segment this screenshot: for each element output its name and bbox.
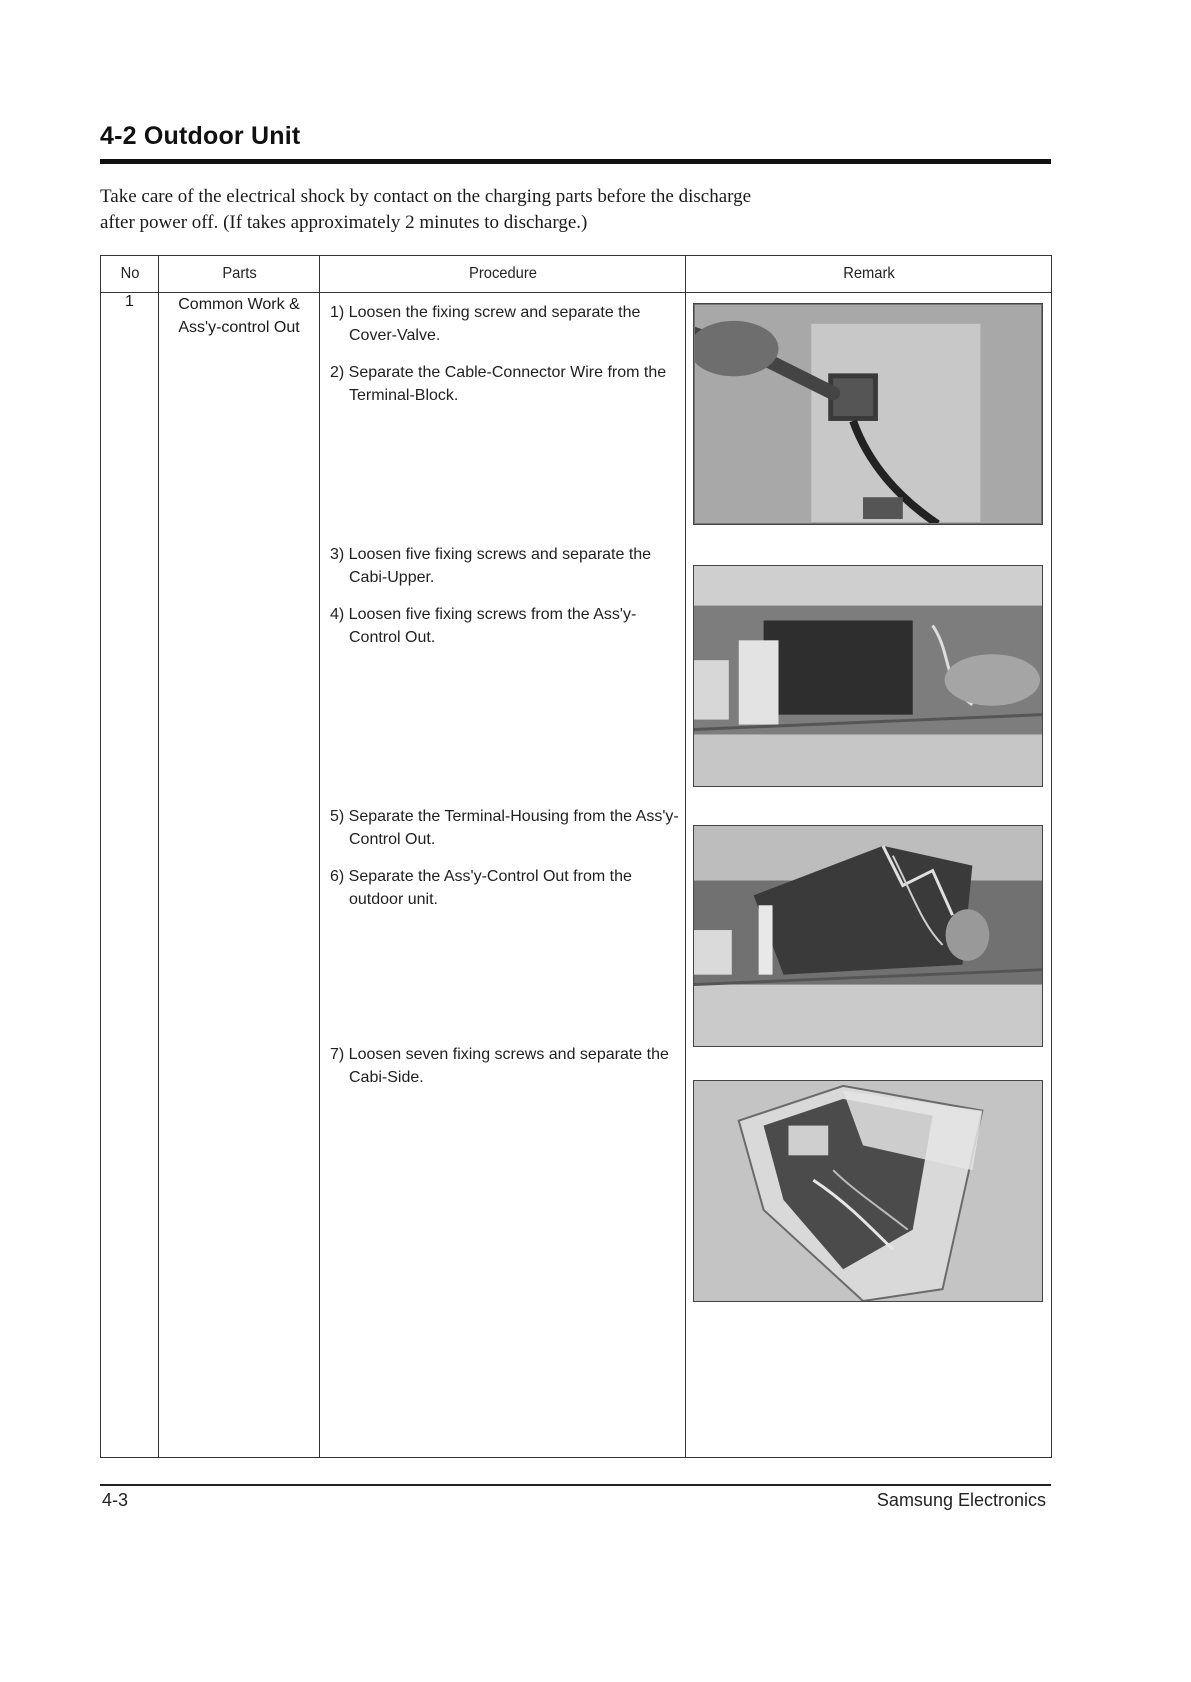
- step-7: 7) Loosen seven fixing screws and separate the Cabi-Side.: [330, 1046, 669, 1086]
- header-remark: Remark: [700, 256, 1037, 293]
- intro-line-1: Take care of the electrical shock by contact on the charging parts before the discharge: [100, 186, 752, 207]
- parts-cell: [159, 293, 320, 1458]
- title-rule: [100, 159, 1051, 164]
- parts-line-1: Common Work &: [178, 296, 300, 313]
- intro-line-2: after power off. (If takes approximately 2 minutes to discharge.): [100, 212, 588, 233]
- photo-cover-valve: [693, 303, 1043, 525]
- step-group-1: [330, 301, 680, 421]
- procedure-cell: [320, 293, 686, 1458]
- company-name: Samsung Electronics: [876, 1490, 1046, 1510]
- table-row: [101, 293, 1052, 1458]
- procedure-table: [100, 255, 1052, 1458]
- step-2: 2) Separate the Cable-Connector Wire from the Terminal-Block.: [330, 364, 667, 404]
- footer-rule: [100, 1484, 1051, 1486]
- page-number: 4-3: [102, 1490, 129, 1510]
- row-number: 1: [101, 293, 159, 1458]
- step-group-2: [330, 543, 680, 663]
- table-header-row: [101, 256, 1052, 293]
- step-5: 5) Separate the Terminal-Housing from the Ass'y-Control Out.: [330, 808, 679, 848]
- photo-cabi-side: [693, 1080, 1043, 1302]
- step-group-3: [330, 805, 680, 925]
- step-6: 6) Separate the Ass'y-Control Out from the outdoor unit.: [330, 868, 632, 908]
- header-parts: Parts: [165, 256, 313, 293]
- intro-note: [100, 184, 1000, 236]
- header-no: No: [103, 256, 156, 293]
- remark-cell: [686, 293, 1052, 1458]
- photo-terminal-housing: [693, 825, 1043, 1047]
- photo-cabi-upper: [693, 565, 1043, 787]
- step-group-4: [330, 1043, 680, 1103]
- section-title: 4-2 Outdoor Unit: [100, 122, 301, 150]
- step-3: 3) Loosen five fixing screws and separate the Cabi-Upper.: [330, 546, 652, 586]
- parts-line-2: Ass'y-control Out: [178, 319, 300, 336]
- step-1: 1) Loosen the fixing screw and separate the Cover-Valve.: [330, 304, 641, 344]
- step-4: 4) Loosen five fixing screws from the Ass'y-Control Out.: [330, 606, 637, 646]
- header-procedure: Procedure: [334, 256, 671, 293]
